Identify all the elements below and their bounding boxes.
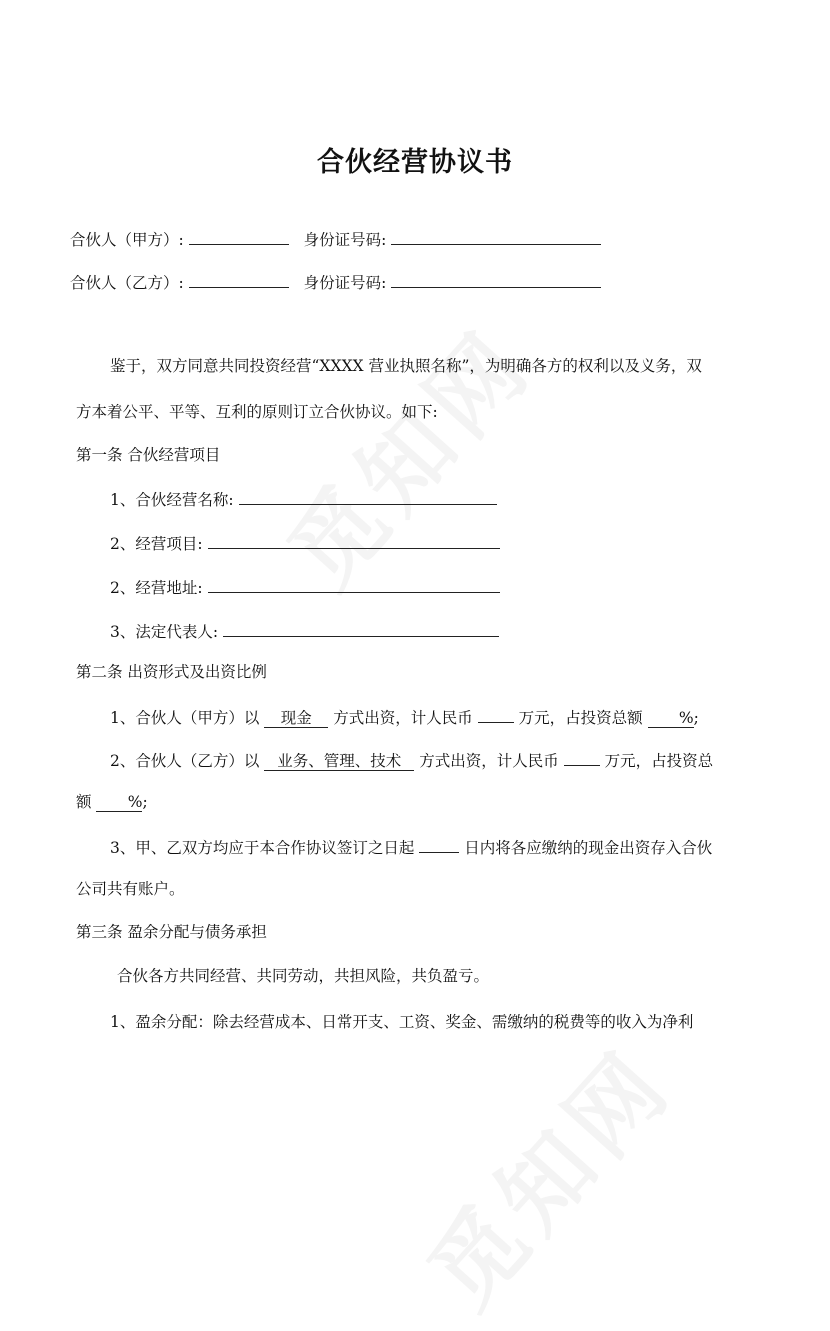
preamble-line-2: 方本着公平、平等、互利的原则订立合伙协议。如下: (76, 403, 438, 421)
party-b-contrib-unit: 万元，占投资总 (604, 752, 714, 770)
article-1-item-3 (110, 575, 500, 599)
party-a-id-field[interactable] (391, 227, 601, 245)
party-a-contrib-prefix: 1、合伙人（甲方）以 (110, 709, 260, 727)
party-a-id-label: 身份证号码: (303, 231, 387, 249)
party-a-percent-end: ; (693, 709, 699, 727)
deposit-days-field[interactable] (419, 835, 459, 853)
party-b-id-label: 身份证号码: (303, 274, 387, 292)
business-scope-label: 2、经营项目: (110, 535, 203, 553)
party-a-row (70, 227, 601, 251)
party-a-name-field[interactable] (189, 227, 289, 245)
party-a-label: 合伙人（甲方）: (70, 231, 184, 249)
party-b-label: 合伙人（乙方）: (70, 274, 184, 292)
article-1-item-1 (110, 487, 497, 511)
page-title: 合伙经营协议书 (317, 147, 513, 178)
deposit-deadline-prefix: 3、甲、乙双方均应于本合作协议签订之日起 (110, 839, 415, 857)
legal-rep-field[interactable] (223, 619, 499, 637)
article-1-item-2 (110, 531, 500, 555)
party-b-percent-field[interactable]: % (96, 793, 142, 812)
party-b-name-field[interactable] (189, 270, 289, 288)
article-3-item-1: 1、盈余分配：除去经营成本、日常开支、工资、奖金、需缴纳的税费等的收入为净利 (110, 1013, 694, 1031)
party-b-percent-prefix: 额 (76, 793, 92, 811)
article-1-item-4 (110, 619, 499, 643)
preamble-line-1: 鉴于，双方同意共同投资经营“XXXX 营业执照名称”，为明确各方的权利以及义务，双 (110, 357, 702, 375)
business-name-field[interactable] (239, 487, 497, 505)
party-a-amount-field[interactable] (478, 705, 514, 723)
business-address-field[interactable] (208, 575, 500, 593)
party-b-percent-end: ; (142, 793, 148, 811)
business-address-label: 2、经营地址: (110, 579, 203, 597)
party-b-id-field[interactable] (391, 270, 601, 288)
deposit-deadline-suffix: 日内将各应缴纳的现金出资存入合伙 (464, 839, 713, 857)
party-b-amount-field[interactable] (564, 748, 600, 766)
business-scope-field[interactable] (208, 531, 500, 549)
article-2-item-2 (110, 748, 713, 772)
party-a-percent-field[interactable]: % (648, 709, 694, 728)
watermark (254, 241, 606, 612)
article-2-item-1 (110, 705, 699, 729)
party-a-contrib-mid: 方式出资，计人民币 (333, 709, 473, 727)
party-b-row (70, 270, 601, 294)
article-2-heading: 第二条 出资形式及出资比例 (76, 663, 267, 681)
article-1-heading: 第一条 合伙经营项目 (76, 446, 221, 464)
party-a-contrib-unit: 万元，占投资总额 (518, 709, 643, 727)
party-b-contrib-form[interactable]: 业务、管理、技术 (264, 752, 414, 771)
business-name-label: 1、合伙经营名称: (110, 491, 234, 509)
article-2-item-2-cont (76, 791, 148, 813)
party-b-contrib-mid: 方式出资，计人民币 (419, 752, 559, 770)
article-2-item-3 (110, 835, 712, 859)
party-a-contrib-form[interactable]: 现金 (264, 709, 328, 728)
article-3-intro: 合伙各方共同经营、共同劳动，共担风险，共负盈亏。 (117, 967, 490, 985)
legal-rep-label: 3、法定代表人: (110, 623, 219, 641)
article-2-item-3-cont: 公司共有账户。 (76, 880, 185, 898)
party-b-contrib-prefix: 2、合伙人（乙方）以 (110, 752, 260, 770)
article-3-heading: 第三条 盈余分配与债务承担 (76, 923, 267, 941)
